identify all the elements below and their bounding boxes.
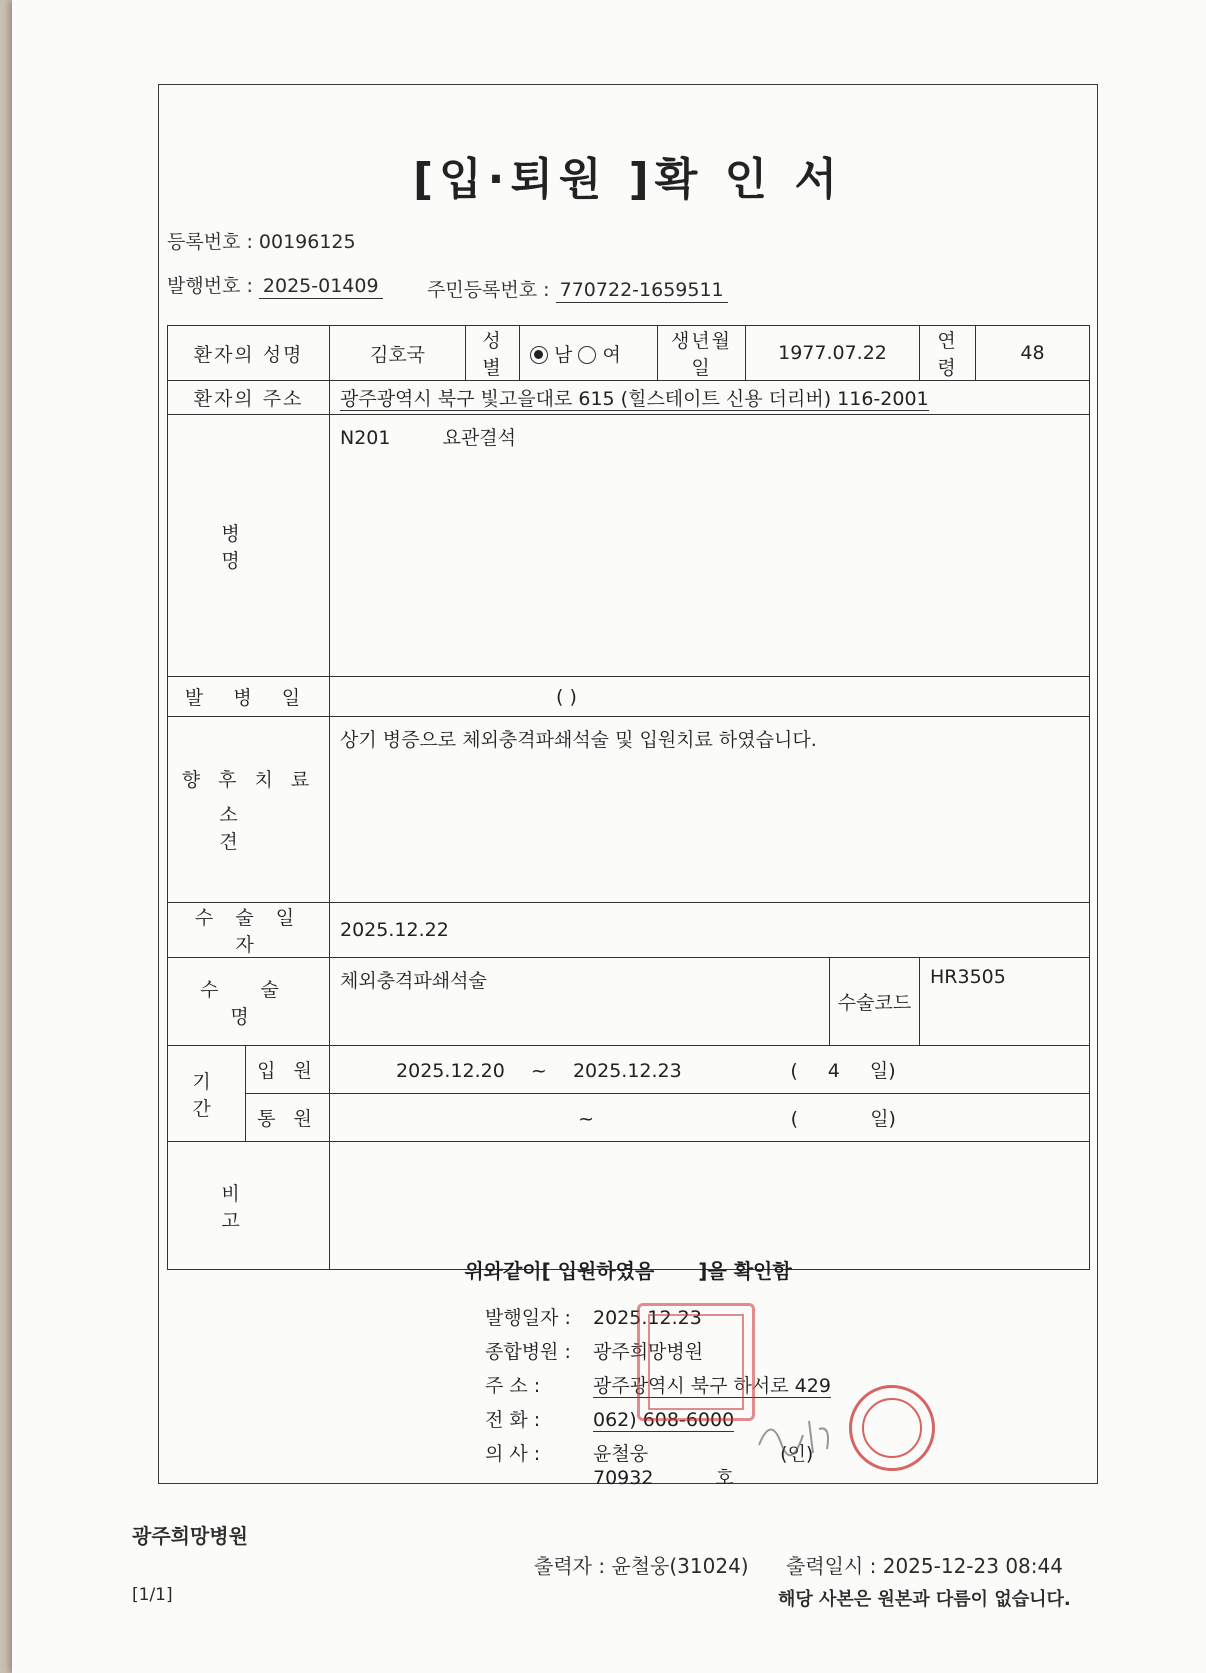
remarks-label: 비 고 [168,1142,330,1270]
onset-row [168,677,1090,717]
surgery-name: 체외충격파쇄석술 [330,958,830,1046]
outpatient-period: ~ ( 일) [330,1094,1090,1142]
onset-value: ( ) [330,677,1090,717]
remarks-row [168,1142,1090,1270]
diagnosis-name: 요관결석 [442,427,516,449]
diagnosis-value [330,415,1090,677]
opinion-row [168,717,1090,903]
confirmation-value: 입원하였음 [557,1259,655,1283]
registration-number-value: 00196125 [258,231,356,253]
inpatient-row [168,1046,1090,1094]
outpatient-row [168,1094,1090,1142]
issue-number: 발행번호 : 2025-01409 [167,271,383,298]
outpatient-label: 통 원 [246,1094,330,1142]
surgery-date: 2025.12.22 [330,903,1090,958]
diagnosis-code: N201 [340,427,391,449]
doctor-seal-stamp [849,1385,935,1471]
male-radio[interactable] [530,346,548,364]
inpatient-label: 입 원 [246,1046,330,1094]
period-label: 기 간 [168,1046,246,1142]
inpatient-period: 2025.12.20 ~ 2025.12.23 ( 4 일) [330,1046,1090,1094]
opinion-label: 향 후 치 료 소 견 [168,717,330,903]
surgery-code: HR3505 [920,958,1090,1046]
confirmation-statement: 위와같이[ 입원하였음 ]을 확인함 [464,1259,792,1283]
surgery-name-row [168,958,1090,1046]
doctor-license: 70932 호 [593,1467,734,1489]
hospital-address: 주 소 : 광주광역시 북구 하서로 429 [485,1375,831,1397]
footer-printer: 출력자 : 윤철웅(31024) [534,1554,749,1578]
patient-name: 김호국 [330,326,466,381]
surgery-date-row [168,903,1090,958]
dob-label: 생년월일 [658,326,746,381]
seal-mark: (인) [780,1443,814,1465]
hospital-name: 종합병원 : 광주희망병원 [485,1341,704,1363]
inpatient-days: 4 [827,1060,840,1082]
remarks-value [330,1142,1090,1270]
opinion-text: 상기 병증으로 체외충격파쇄석술 및 입원치료 하였습니다. [330,717,1090,903]
inpatient-to: 2025.12.23 [572,1060,682,1082]
hospital-seal-stamp [637,1303,755,1421]
document-title: [입·퇴원 ]확 인 서 [413,154,843,205]
page-number: [1/1] [132,1585,173,1605]
patient-name-label: 환자의 성명 [168,326,330,381]
inpatient-from: 2025.12.20 [396,1060,505,1082]
patient-address: 광주광역시 북구 빛고을대로 615 (힐스테이트 신용 더리버) 116-2001 [330,381,1090,415]
age-label: 연령 [920,326,976,381]
issue-number-value: 2025-01409 [259,275,383,299]
sex-label: 성별 [466,326,520,381]
issue-date: 발행일자 : 2025.12.23 [485,1307,702,1329]
copy-notice: 해당 사본은 원본과 다름이 없습니다. [778,1589,1071,1610]
footer-printed-at: 출력일시 : 2025-12-23 08:44 [786,1554,1063,1578]
registration-number: 등록번호 : 00196125 [167,231,356,253]
diagnosis-row [168,415,1090,677]
signature [751,1405,851,1465]
surgery-code-label: 수술코드 [830,958,920,1046]
resident-number: 주민등록번호 : 770722-1659511 [427,275,728,302]
patient-row [168,326,1090,381]
footer-hospital: 광주희망병원 [132,1524,248,1548]
document-page [12,0,1206,1673]
hospital-phone: 전 화 : 062) 608-6000 [485,1409,735,1431]
resident-number-value: 770722-1659511 [556,279,728,303]
doctor: 의 사 : 윤철웅 (인) [485,1443,814,1465]
sex-options: 남 여 [520,326,658,381]
form-frame [158,84,1098,1489]
onset-label: 발 병 일 [168,677,330,717]
dob: 1977.07.22 [746,326,920,381]
age: 48 [976,326,1090,381]
surgery-name-label: 수 술 명 [168,958,330,1046]
certificate-table [167,325,1090,1270]
female-radio[interactable] [578,346,596,364]
diagnosis-label: 병 명 [168,415,330,677]
surgery-date-label: 수 술 일 자 [168,903,330,958]
address-row [168,381,1090,415]
address-label: 환자의 주소 [168,381,330,415]
